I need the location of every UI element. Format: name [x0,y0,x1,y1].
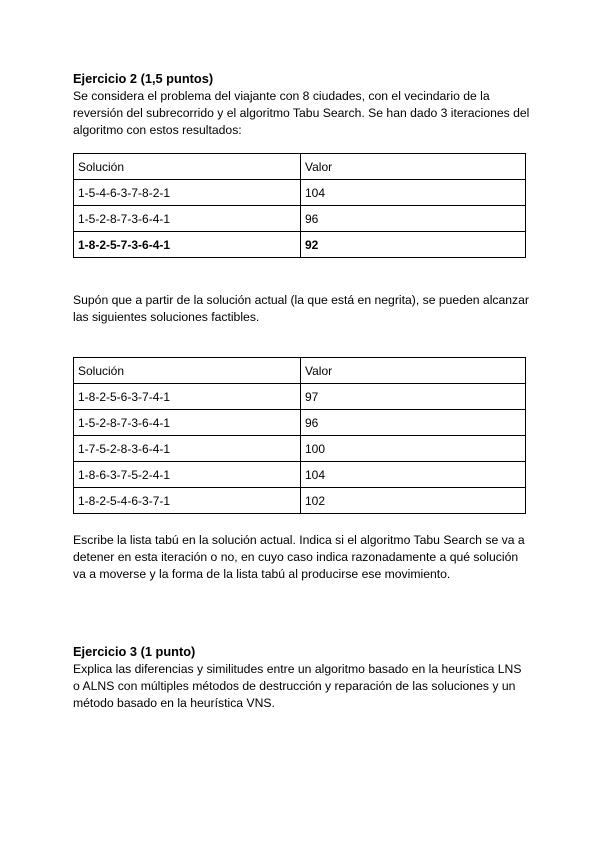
exercise-2-question [73,532,531,583]
exercise-2-intro [73,88,531,139]
exercise-3-line: o ALNS con múltiples métodos de destrucción y reparación de las soluciones y un [73,679,516,693]
solution-cell: 1-5-4-6-3-7-8-2-1 [74,180,301,206]
header-valor: Valor [301,358,526,384]
table-header-row [74,154,526,180]
question-line: va a moverse y la forma de la lista tabú al producirse ese movimiento. [73,567,451,581]
exercise-2-heading: Ejercicio 2 (1,5 puntos) [73,71,214,86]
solution-cell: 1-8-2-5-7-3-6-4-1 [74,232,301,258]
question-line: detener en esta iteración o no, en cuyo caso indica razonadamente a qué solución [73,550,519,564]
current-solution-row [74,232,526,258]
middle-line: Supón que a partir de la solución actual (la que está en negrita), se pueden alcanzar [73,293,529,307]
table-row [74,206,526,232]
solution-cell: 1-8-2-5-6-3-7-4-1 [74,384,301,410]
intro-line: reversión del subrecorrido y el algoritmo Tabu Search. Se han dado 3 iteraciones del [73,106,530,120]
solution-cell: 1-8-2-5-4-6-3-7-1 [74,488,301,514]
exercise-3-text [73,661,531,712]
value-cell: 104 [301,180,526,206]
value-cell: 97 [301,384,526,410]
value-cell: 92 [301,232,526,258]
question-line: Escribe la lista tabú en la solución actual. Indica si el algoritmo Tabu Search se va a [73,533,525,547]
value-cell: 96 [301,410,526,436]
header-solucion: Solución [74,154,301,180]
exercise-3-line: método basado en la heurística VNS. [73,696,275,710]
solution-cell: 1-8-6-3-7-5-2-4-1 [74,462,301,488]
table-row [74,384,526,410]
solution-cell: 1-5-2-8-7-3-6-4-1 [74,410,301,436]
header-valor: Valor [301,154,526,180]
solution-cell: 1-7-5-2-8-3-6-4-1 [74,436,301,462]
header-solucion: Solución [74,358,301,384]
feasible-solutions-table [73,357,526,514]
table-row [74,180,526,206]
intro-line: Se considera el problema del viajante con 8 ciudades, con el vecindario de la [73,89,490,103]
exercise-3-line: Explica las diferencias y similitudes entre un algoritmo basado en la heurística LNS [73,662,522,676]
value-cell: 104 [301,462,526,488]
value-cell: 96 [301,206,526,232]
table-header-row [74,358,526,384]
table-row [74,462,526,488]
table-row [74,410,526,436]
value-cell: 102 [301,488,526,514]
solution-cell: 1-5-2-8-7-3-6-4-1 [74,206,301,232]
intro-line: algoritmo con estos resultados: [73,123,242,137]
table-row [74,488,526,514]
table-row [74,436,526,462]
iterations-table [73,153,526,258]
value-cell: 100 [301,436,526,462]
exercise-3-heading: Ejercicio 3 (1 punto) [73,644,196,659]
middle-line: las siguientes soluciones factibles. [73,310,260,324]
exercise-2-middle-text [73,292,531,326]
